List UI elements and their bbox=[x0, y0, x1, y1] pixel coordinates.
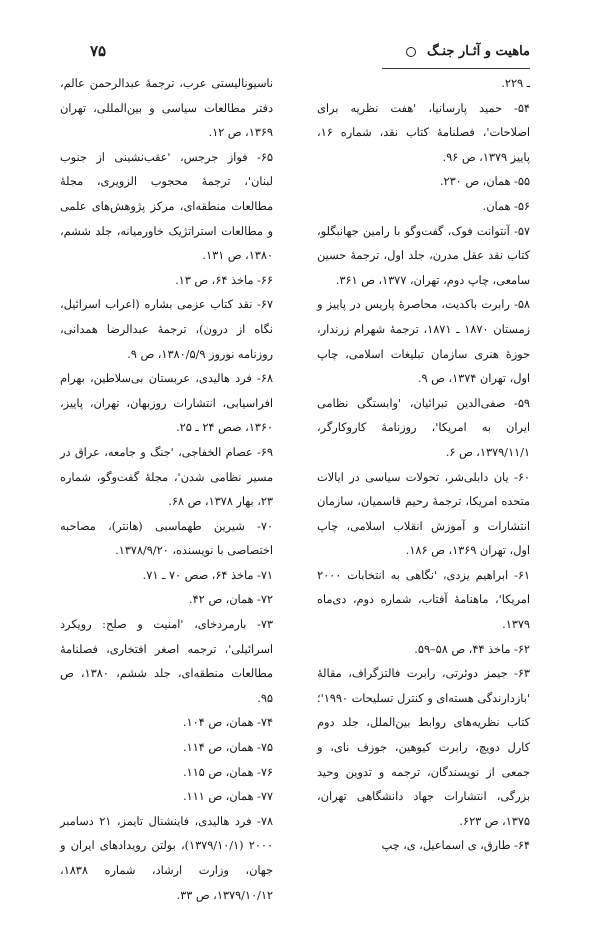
footnote: ۵۹- صفی‌الدین تبرائیان، 'وابستگی نظامی ایران به امریکا'، روزنامهٔ کاروکارگر، ۱۳۷۹/۱۱/۱، ص ۶. bbox=[317, 396, 530, 459]
footnote: ۷۲- همان، ص ۴۲. bbox=[189, 593, 273, 607]
left-column bbox=[60, 72, 273, 908]
footnote: ۷۰- شیرین طهماسبی (هانتر)، مصاحبه اختصاصی با نویسنده، ۱۳۷۸/۹/۲۰. bbox=[60, 519, 273, 558]
footnote: ۷۵- همان، ص ۱۱۴. bbox=[182, 741, 273, 755]
footnote: ۷۷- همان، ص ۱۱۱. bbox=[182, 790, 273, 804]
footnote: ۷۳- بارمردخای، 'امنیت و صلح: رویکرد اسرائیلی'، ترجمه اصغر افتخاری، فصلنامهٔ مطالعات منطقه‌ای، جلد ششم، ۱۳۸۰، ص ۹۵. bbox=[60, 618, 273, 705]
footnote: ۵۵- همان، ص ۲۳۰. bbox=[439, 175, 530, 189]
footnote: ۶۹- عصام الخفاجی، 'جنگ و جامعه، عراق در مسیر نظامی شدن'، مجلهٔ گفت‌وگو، شماره ۲۳، بهار ۱۳۷۸، ص ۶۸. bbox=[60, 445, 273, 509]
footnote: ۷۴- همان، ص ۱۰۴. bbox=[182, 716, 273, 730]
footnote: ۵۴- حمید پارسانیا، 'هفت نظریه برای اصلاحات'، فصلنامهٔ کتاب نقد، شماره ۱۶، پاییز ۱۳۷۹، ص ۹۶. bbox=[317, 101, 530, 164]
footnote: ۶۵- فواز جرجس، 'عقب‌نشینی از جنوب لبنان'، ترجمهٔ محجوب الزویری، مجلهٔ مطالعات منطقه‌ای، مرکز پژوهش‌های علمی و مطالعات استراتژیک خاورمیانه، جلد ششم، ۱۳۸۰، ص ۱۳۱. bbox=[60, 150, 273, 263]
footnote: ۵۸- رابرت باکدیت، محاصرهٔ پاریس در پاییز و زمستان ۱۸۷۰ ـ ۱۸۷۱، ترجمهٔ شهرام زرندار، حوزهٔ هنری سازمان تبلیغات اسلامی، چاپ اول، تهران ۱۳۷۴، ص ۹. bbox=[317, 298, 530, 386]
header-rule bbox=[382, 68, 530, 69]
footnote: ۶۷- نقد کتاب عزمی بشاره (اعراب اسرائیل، نگاه از درون)، ترجمهٔ عبدالرضا همدانی، روزنامه نوروز ۱۳۸۰/۵/۹، ص ۹. bbox=[60, 298, 273, 361]
footnote: ۵۶- همان. bbox=[482, 199, 530, 213]
footnote: ۶۳- جیمز دوئرتی، رابرت فالتزگراف، مقالهٔ 'بازدارندگی هسته‌ای و کنترل تسلیحات ۱۹۹۰'؛ کتاب نظریه‌های روابط بین‌الملل، جلد دوم کارل دویچ، رابرت کیوهین، جوزف نای، و جمعی از نویسندگان، ترجمه و تدوین وحید بزرگی، انتشارات جهاد دانشگاهی تهران، ۱۳۷۵، ص ۶۲۳. bbox=[317, 667, 530, 828]
footnote: ۷۶- همان، ص ۱۱۵. bbox=[182, 765, 273, 779]
page-number: ۷۵ bbox=[90, 42, 107, 60]
footnote: ۶۶- ماخذ ۶۴، ص ۱۳. bbox=[175, 273, 273, 287]
footnote: ۷۱- ماخذ ۶۴، صص ۷۰ ـ ۷۱. bbox=[142, 568, 273, 582]
running-title-text: ماهیت و آثـار جنـگ bbox=[426, 44, 530, 59]
circle-ornament-icon bbox=[406, 47, 416, 57]
footnote: ـ ۲۲۹. bbox=[501, 77, 530, 90]
footnote: ۶۱- ابراهیم یزدی، 'نگاهی به انتخابات ۲۰۰۰ امریکا'، ماهنامهٔ آفتاب، شماره دوم، دی‌ماه ۱۳۷۹. bbox=[317, 568, 530, 632]
running-title bbox=[406, 44, 530, 59]
footnote: ۷۸- فرد هالیدی، فاینشنال تایمز، ۲۱ دسامبر ۲۰۰۰ (۱۳۷۹/۱۰/۱)، بولتن رویدادهای ایران و جهان، وزارت ارشاد، شماره ۱۸۳۸، ۱۳۷۹/۱۰/۱۲، ص ۳۳. bbox=[60, 814, 273, 902]
footnote: ۶۴- طارق، ی اسماعیل، ی، چپ bbox=[381, 839, 530, 853]
footnote: ۶۲- ماخذ ۴۴، ص ۵۸–۵۹. bbox=[414, 642, 530, 656]
right-column bbox=[317, 72, 530, 859]
footnote: ۵۷- آنتوانت فوک، گفت‌وگو با رامین جهانبگلو، کتاب نقد عقل مدرن، جلد اول، ترجمهٔ حسین سامعی، چاپ دوم، تهران، ۱۳۷۷، ص ۳۶۱. bbox=[317, 224, 530, 287]
page-header bbox=[60, 44, 530, 70]
footnote: ناسیونالیستی عرب، ترجمهٔ عبدالرحمن عالم، دفتر مطالعات سیاسی و بین‌المللی، تهران ۱۳۶۹، ص ۱۲. bbox=[60, 77, 273, 140]
footnote: ۶۰- یان دابلی‌شر، تحولات سیاسی در ایالات متحده امریکا، ترجمهٔ رحیم قاسمیان، سازمان انتشارات و آموزش انقلاب اسلامی، چاپ اول، تهران ۱۳۶۹، ص ۱۸۶. bbox=[317, 470, 530, 558]
footnote: ۶۸- فرد هالیدی، عربستان بی‌سلاطین، بهرام افراسیابی، انتشارات روزبهان، تهران، پاییز، ۱۳۶۰، صص ۲۴ ـ ۲۵. bbox=[60, 372, 273, 435]
